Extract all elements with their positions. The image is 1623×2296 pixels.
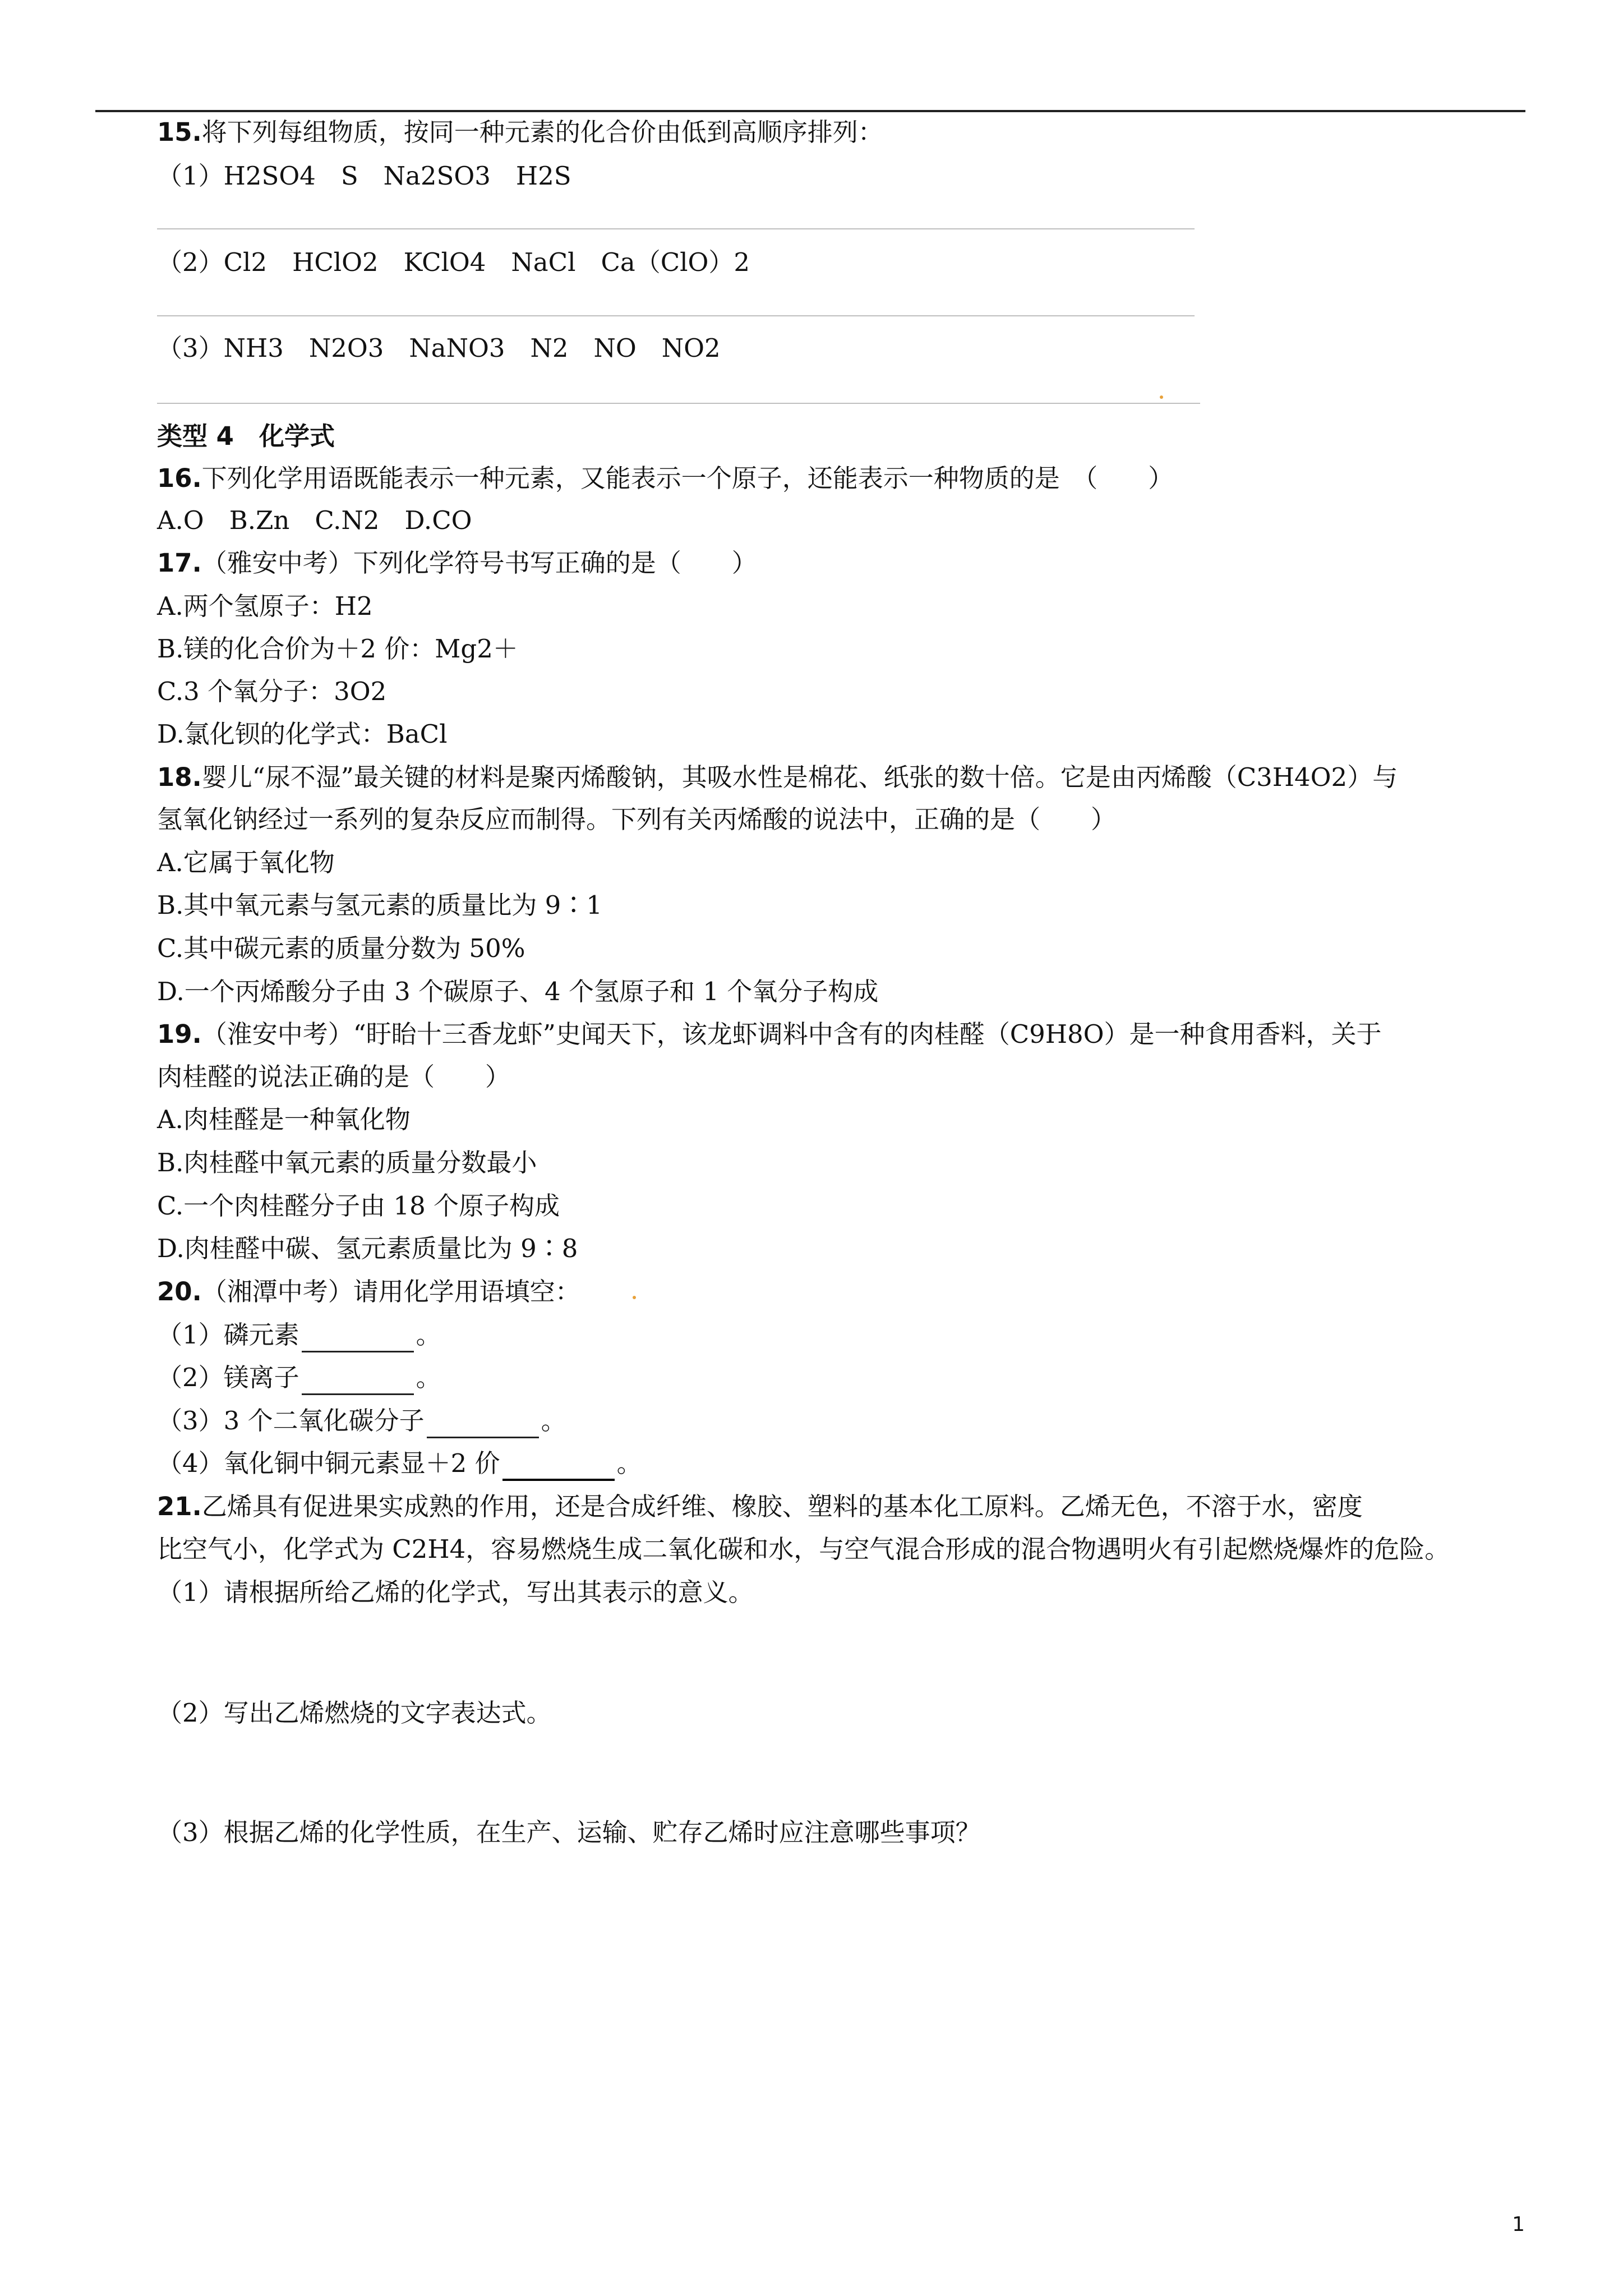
q20-blank-3[interactable] <box>427 1412 539 1438</box>
q17-option-d: D.氯化钡的化学式：BaCl <box>157 719 448 749</box>
q15-answer-line-2[interactable] <box>157 315 1195 316</box>
q20-item-2 <box>157 1360 441 1395</box>
q15-item-3: （3）NH3 N2O3 NaNO3 N2 NO NO2 <box>157 333 721 363</box>
q18-option-c: C.其中碳元素的质量分数为 50% <box>157 933 525 963</box>
q18-stem-line-1 <box>157 760 1398 795</box>
q15-item-2: （2）Cl2 HClO2 KClO4 NaCl Ca（ClO）2 <box>157 247 750 277</box>
q20-item-2-end: 。 <box>416 1363 441 1392</box>
q19-option-b: B.肉桂醛中氧元素的质量分数最小 <box>157 1148 537 1177</box>
q20-blank-1[interactable] <box>302 1326 414 1352</box>
q15-number: 15. <box>157 117 202 147</box>
q18-stem-line-2: 氢氧化钠经过一系列的复杂反应而制得。下列有关丙烯酸的说法中，正确的是（ ） <box>157 804 1117 834</box>
q17-option-c: C.3 个氧分子：3O2 <box>157 677 387 706</box>
q16-number: 16. <box>157 463 202 493</box>
orange-dot-mark <box>1160 395 1163 399</box>
q21-stem-line-2: 比空气小，化学式为 C2H4，容易燃烧生成二氧化碳和水，与空气混合形成的混合物遇明火有引起燃烧爆炸的危险。 <box>157 1534 1450 1564</box>
q20-item-1-label: （1）磷元素 <box>157 1320 299 1350</box>
q21-item-3: （3）根据乙烯的化学性质，在生产、运输、贮存乙烯时应注意哪些事项？ <box>157 1818 981 1847</box>
q19-option-c: C.一个肉桂醛分子由 18 个原子构成 <box>157 1191 560 1221</box>
q20-item-4-label: （4）氧化铜中铜元素显＋2 价 <box>157 1448 500 1478</box>
page-number: 1 <box>1512 2213 1525 2236</box>
section-title: 类型 4 化学式 <box>157 421 335 451</box>
q16-options: A.O B.Zn C.N2 D.CO <box>157 505 472 535</box>
q16-stem <box>157 461 1173 496</box>
q17-option-b: B.镁的化合价为＋2 价：Mg2＋ <box>157 634 518 664</box>
q18-number: 18. <box>157 762 202 792</box>
q20-stem <box>157 1274 580 1309</box>
q20-item-3-label: （3）3 个二氧化碳分子 <box>157 1406 425 1435</box>
q20-item-4-end: 。 <box>616 1448 642 1478</box>
q15-answer-line-3[interactable] <box>157 403 1200 404</box>
q17-number: 17. <box>157 548 202 578</box>
orange-dot-mark-2 <box>633 1296 636 1299</box>
q17-stem <box>157 546 757 581</box>
q19-option-d: D.肉桂醛中碳、氢元素质量比为 9∶8 <box>157 1234 578 1263</box>
q19-stem-line-2: 肉桂醛的说法正确的是（ ） <box>157 1062 511 1092</box>
q15-text: 将下列每组物质，按同一种元素的化合价由低到高顺序排列： <box>201 117 883 147</box>
q21-text-1: 乙烯具有促进果实成熟的作用，还是合成纤维、橡胶、塑料的基本化工原料。乙烯无色，不溶于水，密度 <box>201 1492 1363 1521</box>
q21-item-2: （2）写出乙烯燃烧的文字表达式。 <box>157 1698 552 1728</box>
q16-text: 下列化学用语既能表示一种元素，又能表示一个原子，还能表示一种物质的是 （ ） <box>201 463 1174 493</box>
q21-stem-line-1 <box>157 1489 1363 1524</box>
q15-answer-line-1[interactable] <box>157 228 1195 229</box>
top-rule <box>95 110 1525 112</box>
q19-stem-line-1 <box>157 1017 1382 1052</box>
q18-option-a: A.它属于氧化物 <box>157 848 335 877</box>
q21-number: 21. <box>157 1492 202 1521</box>
q20-text: （湘潭中考）请用化学用语填空： <box>201 1277 580 1306</box>
q15-item-1: （1）H2SO4 S Na2SO3 H2S <box>157 161 571 191</box>
q18-option-b: B.其中氧元素与氢元素的质量比为 9∶1 <box>157 890 602 920</box>
q20-item-1 <box>157 1318 441 1352</box>
q20-blank-2[interactable] <box>302 1369 414 1395</box>
q17-option-a: A.两个氢原子：H2 <box>157 591 373 621</box>
q19-number: 19. <box>157 1019 202 1049</box>
q19-text-1: （淮安中考）“盱眙十三香龙虾”史闻天下，该龙虾调料中含有的肉桂醛（C9H8O）是一种食用香料，关于 <box>201 1019 1382 1049</box>
q18-text-1: 婴儿“尿不湿”最关键的材料是聚丙烯酸钠，其吸水性是棉花、纸张的数十倍。它是由丙烯酸（C3H4O2）与 <box>201 762 1398 792</box>
q21-item-1: （1）请根据所给乙烯的化学式，写出其表示的意义。 <box>157 1577 754 1607</box>
q20-item-3-end: 。 <box>541 1406 566 1435</box>
q20-item-3 <box>157 1404 566 1438</box>
q15-stem <box>157 115 883 150</box>
q20-number: 20. <box>157 1277 202 1306</box>
q20-item-4 <box>157 1446 642 1481</box>
q19-option-a: A.肉桂醛是一种氧化物 <box>157 1105 411 1134</box>
q20-item-1-end: 。 <box>416 1320 441 1350</box>
q17-text: （雅安中考）下列化学符号书写正确的是（ ） <box>201 548 757 578</box>
q20-blank-4[interactable] <box>502 1454 615 1481</box>
q20-item-2-label: （2）镁离子 <box>157 1363 299 1392</box>
q18-option-d: D.一个丙烯酸分子由 3 个碳原子、4 个氢原子和 1 个氧分子构成 <box>157 977 879 1006</box>
